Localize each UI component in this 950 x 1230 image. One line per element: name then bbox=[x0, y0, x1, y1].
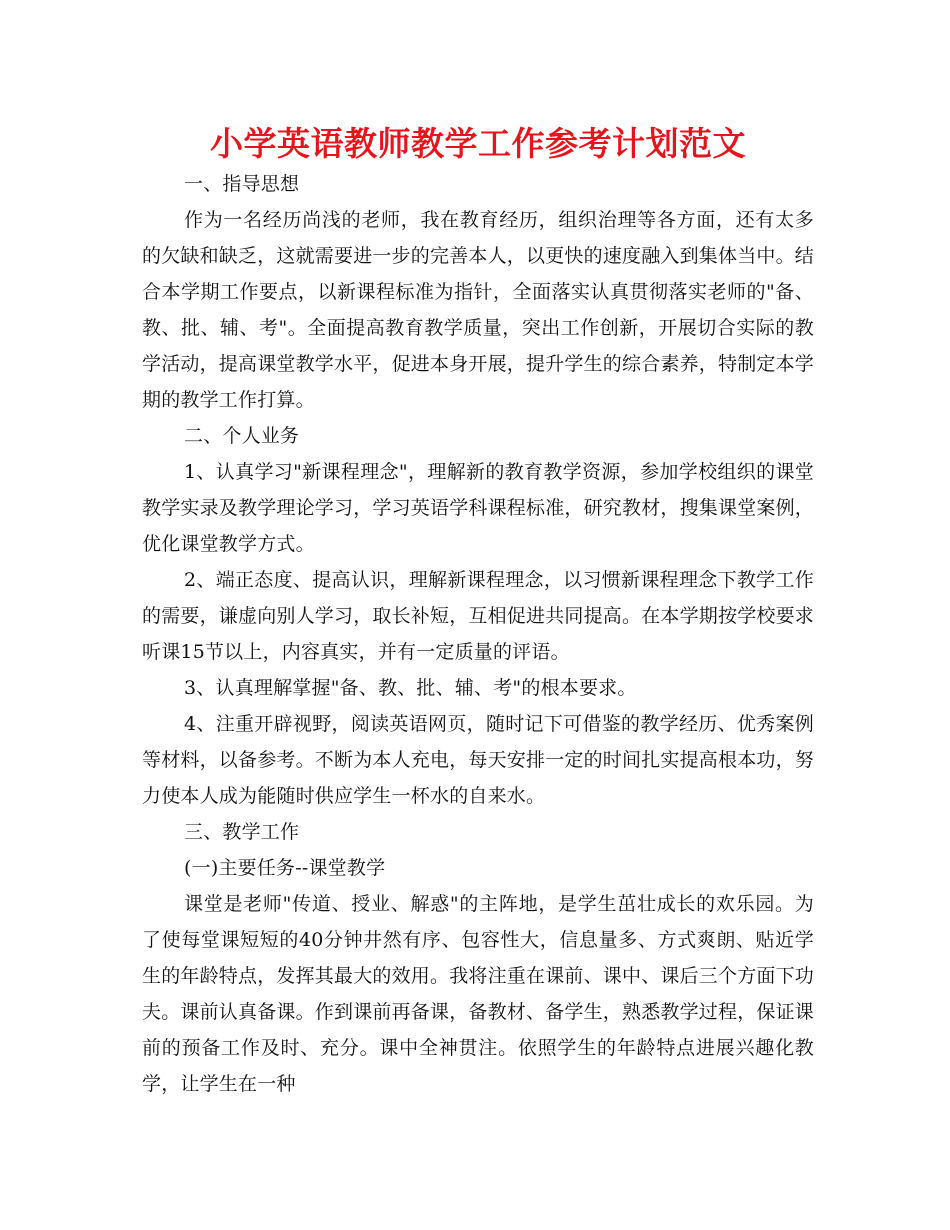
section-heading-teaching-work: 三、教学工作 bbox=[184, 821, 300, 843]
document-title: 小学英语教师教学工作参考计划范文 bbox=[210, 124, 746, 163]
section-heading-guiding-thought: 一、指导思想 bbox=[184, 173, 300, 195]
paragraph-classroom: 课堂是老师"传道、授业、解惑"的主阵地，是学生茁壮成长的欢乐园。为了使每堂课短短的40分钟井然有序、包容性大，信息量多、方式爽朗、贴近学生的年龄特点，发挥其最大的效用。我将注重在课前、课中、课后三个方面下功夫。课前认真备课。作到课前再备课，备教材、备学生，熟悉教学过程，保证课前的预备工作及时、充分。课中全神贯注。依照学生的年龄特点进展兴趣化教学，让学生在一种 bbox=[142, 893, 815, 1095]
paragraph-item-1: 1、认真学习"新课程理念"，理解新的教育教学资源，参加学校组织的课堂教学实录及教学理论学习，学习英语学科课程标准，研究教材，搜集课堂案例，优化课堂教学方式。 bbox=[142, 461, 815, 555]
subsection-heading-main-task: (一)主要任务--课堂教学 bbox=[184, 857, 386, 879]
paragraph-item-3: 3、认真理解掌握"备、教、批、辅、考"的根本要求。 bbox=[184, 677, 637, 699]
section-heading-personal-work: 二、个人业务 bbox=[184, 425, 300, 447]
paragraph-intro: 作为一名经历尚浅的老师，我在教育经历，组织治理等各方面，还有太多的欠缺和缺乏，这就需要进一步的完善本人，以更快的速度融入到集体当中。结合本学期工作要点，以新课程标准为指针，全面落实认真贯彻落实老师的"备、教、批、辅、考"。全面提高教育教学质量，突出工作创新，开展切合实际的教学活动，提高课堂教学水平，促进本身开展，提升学生的综合素养，特制定本学期的教学工作打算。 bbox=[142, 209, 815, 411]
document-page bbox=[142, 122, 814, 1102]
paragraph-item-4: 4、注重开辟视野，阅读英语网页，随时记下可借鉴的教学经历、优秀案例等材料，以备参考。不断为本人充电，每天安排一定的时间扎实提高根本功，努力使本人成为能随时供应学生一杯水的自来水。 bbox=[142, 713, 815, 807]
paragraph-item-2: 2、端正态度、提高认识，理解新课程理念，以习惯新课程理念下教学工作的需要，谦虚向别人学习，取长补短，互相促进共同提高。在本学期按学校要求听课15节以上，内容真实，并有一定质量的评语。 bbox=[142, 569, 815, 663]
